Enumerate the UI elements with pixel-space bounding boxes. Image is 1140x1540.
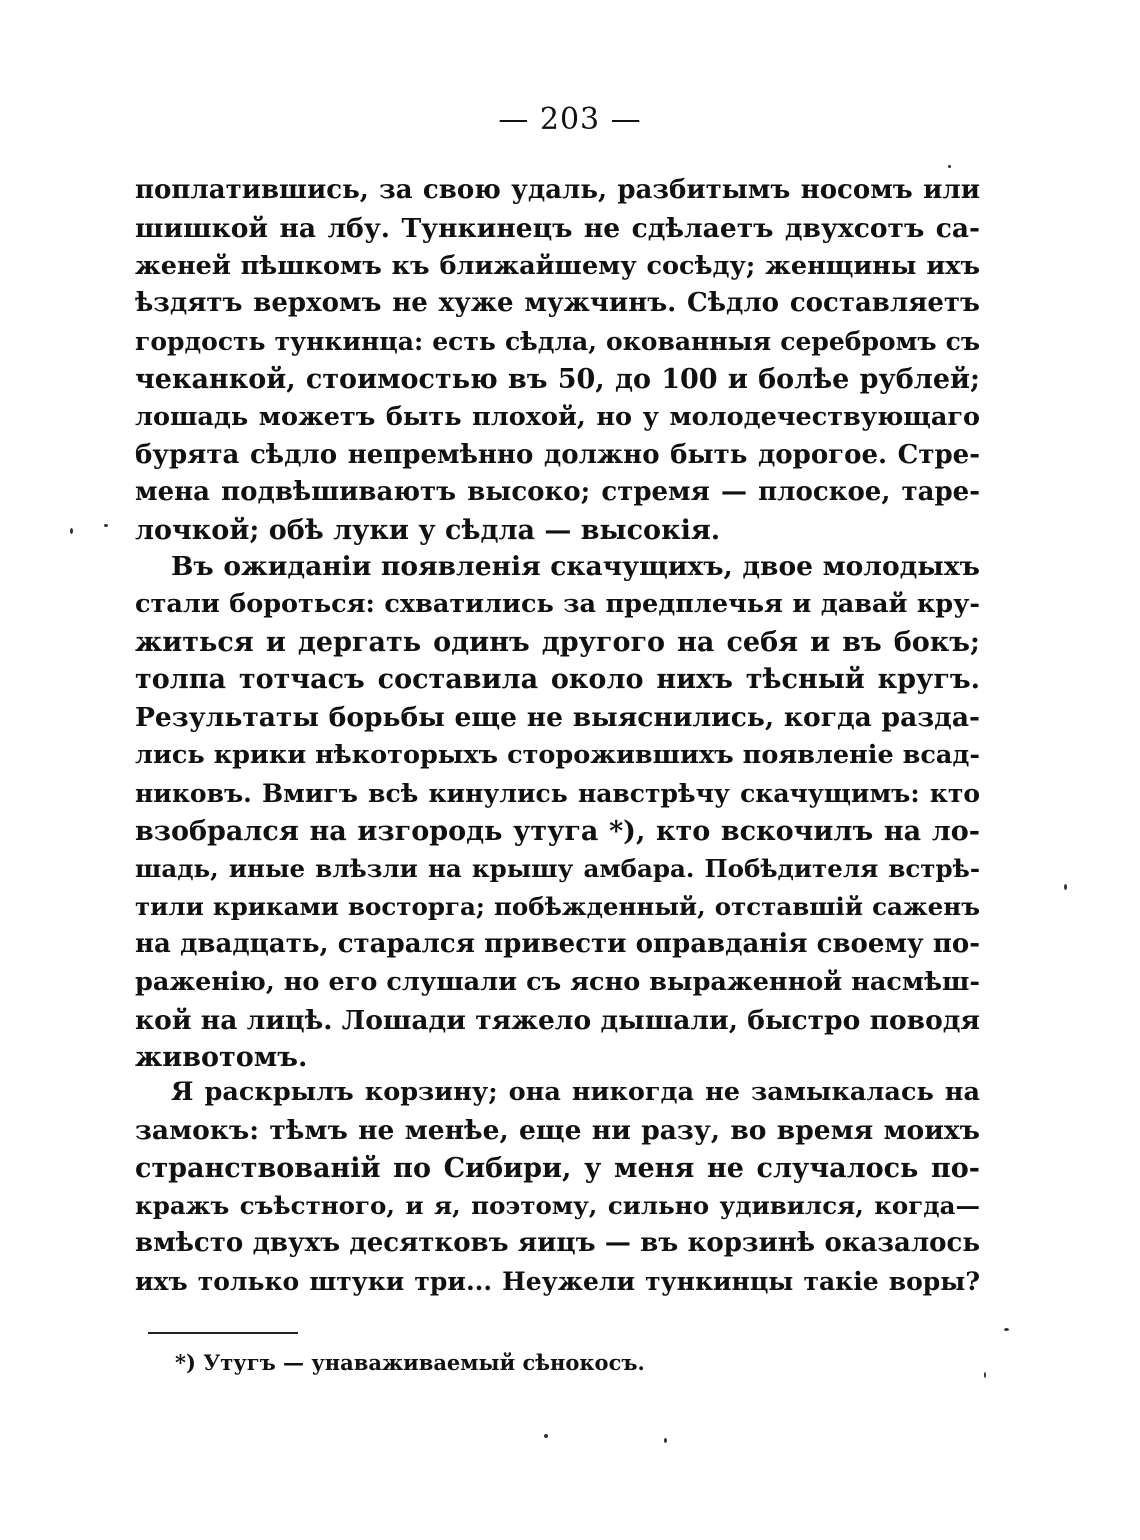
text-line: замокъ: тѣмъ не менѣе, еще ни разу, во время моихъ <box>135 1114 980 1146</box>
text-line: житься и дергать одинъ другого на себя и въ бокъ; <box>135 626 980 658</box>
footnote: *) Утугъ — унаваживаемый сѣнокосъ. <box>175 1350 645 1375</box>
text-line: мена подвѣшиваютъ высоко; стремя — плоское, таре- <box>135 477 980 508</box>
text-line: гордость тункинца: есть сѣдла, окованныя серебромъ съ <box>135 327 980 357</box>
text-line: лись крики нѣкоторыхъ сторожившихъ появленіе всад- <box>135 739 980 770</box>
text-line: странствованій по Сибири, у меня не случалось по- <box>135 1152 980 1184</box>
text-line: тили криками восторга; побѣжденный, отставшій саженъ <box>135 892 980 922</box>
text-line: женей пѣшкомъ къ ближайшему сосѣду; женщины ихъ <box>135 250 980 281</box>
scan-speck <box>70 528 73 534</box>
text-line: бурята сѣдло непремѣнно должно быть дорогое. Стре- <box>135 439 980 470</box>
text-line: кой на лицѣ. Лошади тяжело дышали, быстро поводя <box>135 1004 980 1036</box>
scan-speck <box>1004 1328 1009 1331</box>
text-line: Результаты борьбы еще не выяснились, когда разда- <box>135 702 980 734</box>
text-line: толпа тотчасъ составила около нихъ тѣсный кругъ. <box>135 664 980 696</box>
text-line: поплатившись, за свою удаль, разбитымъ носомъ или <box>135 175 980 205</box>
text-line: на двадцать, старался привести оправданія своему по- <box>135 928 980 959</box>
footnote-divider <box>148 1332 298 1334</box>
text-line: взобрался на изгородь утуга *), кто вскочилъ на ло- <box>135 815 980 847</box>
scan-speck <box>664 1438 667 1443</box>
text-line: шадь, иные влѣзли на крышу амбара. Побѣдителя встрѣ- <box>135 854 980 884</box>
text-line: Я раскрылъ корзину; она никогда не замыкалась на <box>171 1077 980 1107</box>
text-line: раженію, но его слушали съ ясно выраженной насмѣш- <box>135 966 980 997</box>
text-line: Въ ожиданіи появленія скачущихъ, двое молодыхъ <box>171 551 980 582</box>
page-number: — 203 — <box>498 102 642 137</box>
text-line: никовъ. Вмигъ всѣ кинулись навстрѣчу скачущимъ: кто <box>135 778 980 808</box>
text-line: животомъ. <box>135 1042 308 1074</box>
text-line: шишкой на лбу. Тункинецъ не сдѣлаетъ двухсотъ са- <box>135 212 980 244</box>
paragraph-2 <box>135 548 980 1077</box>
text-line: лошадь можетъ быть плохой, но у молодечествующаго <box>135 401 980 432</box>
scan-speck <box>1064 884 1067 890</box>
text-line: ѣздятъ верхомъ не хуже мужчинъ. Сѣдло составляетъ <box>135 288 980 319</box>
scan-speck <box>104 524 108 527</box>
scan-speck <box>948 165 951 168</box>
text-line: вмѣсто двухъ десятковъ яицъ — въ корзинѣ оказалось <box>135 1228 980 1259</box>
text-line: чеканкой, стоимостью въ 50, до 100 и болѣе рублей; <box>135 363 980 395</box>
text-line: стали бороться: схватились за предплечья и давай кру- <box>135 588 980 619</box>
text-line: кражъ съѣстного, и я, поэтому, сильно удивился, когда— <box>135 1191 980 1221</box>
scan-speck <box>984 1372 986 1378</box>
scan-speck <box>544 1434 548 1438</box>
paragraph-1 <box>135 172 980 550</box>
text-line: ихъ только штуки три... Неужели тункинцы такіе воры? <box>135 1266 980 1296</box>
paragraph-3 <box>135 1074 980 1301</box>
text-line: лочкой; обѣ луки у сѣдла — высокія. <box>135 515 721 547</box>
